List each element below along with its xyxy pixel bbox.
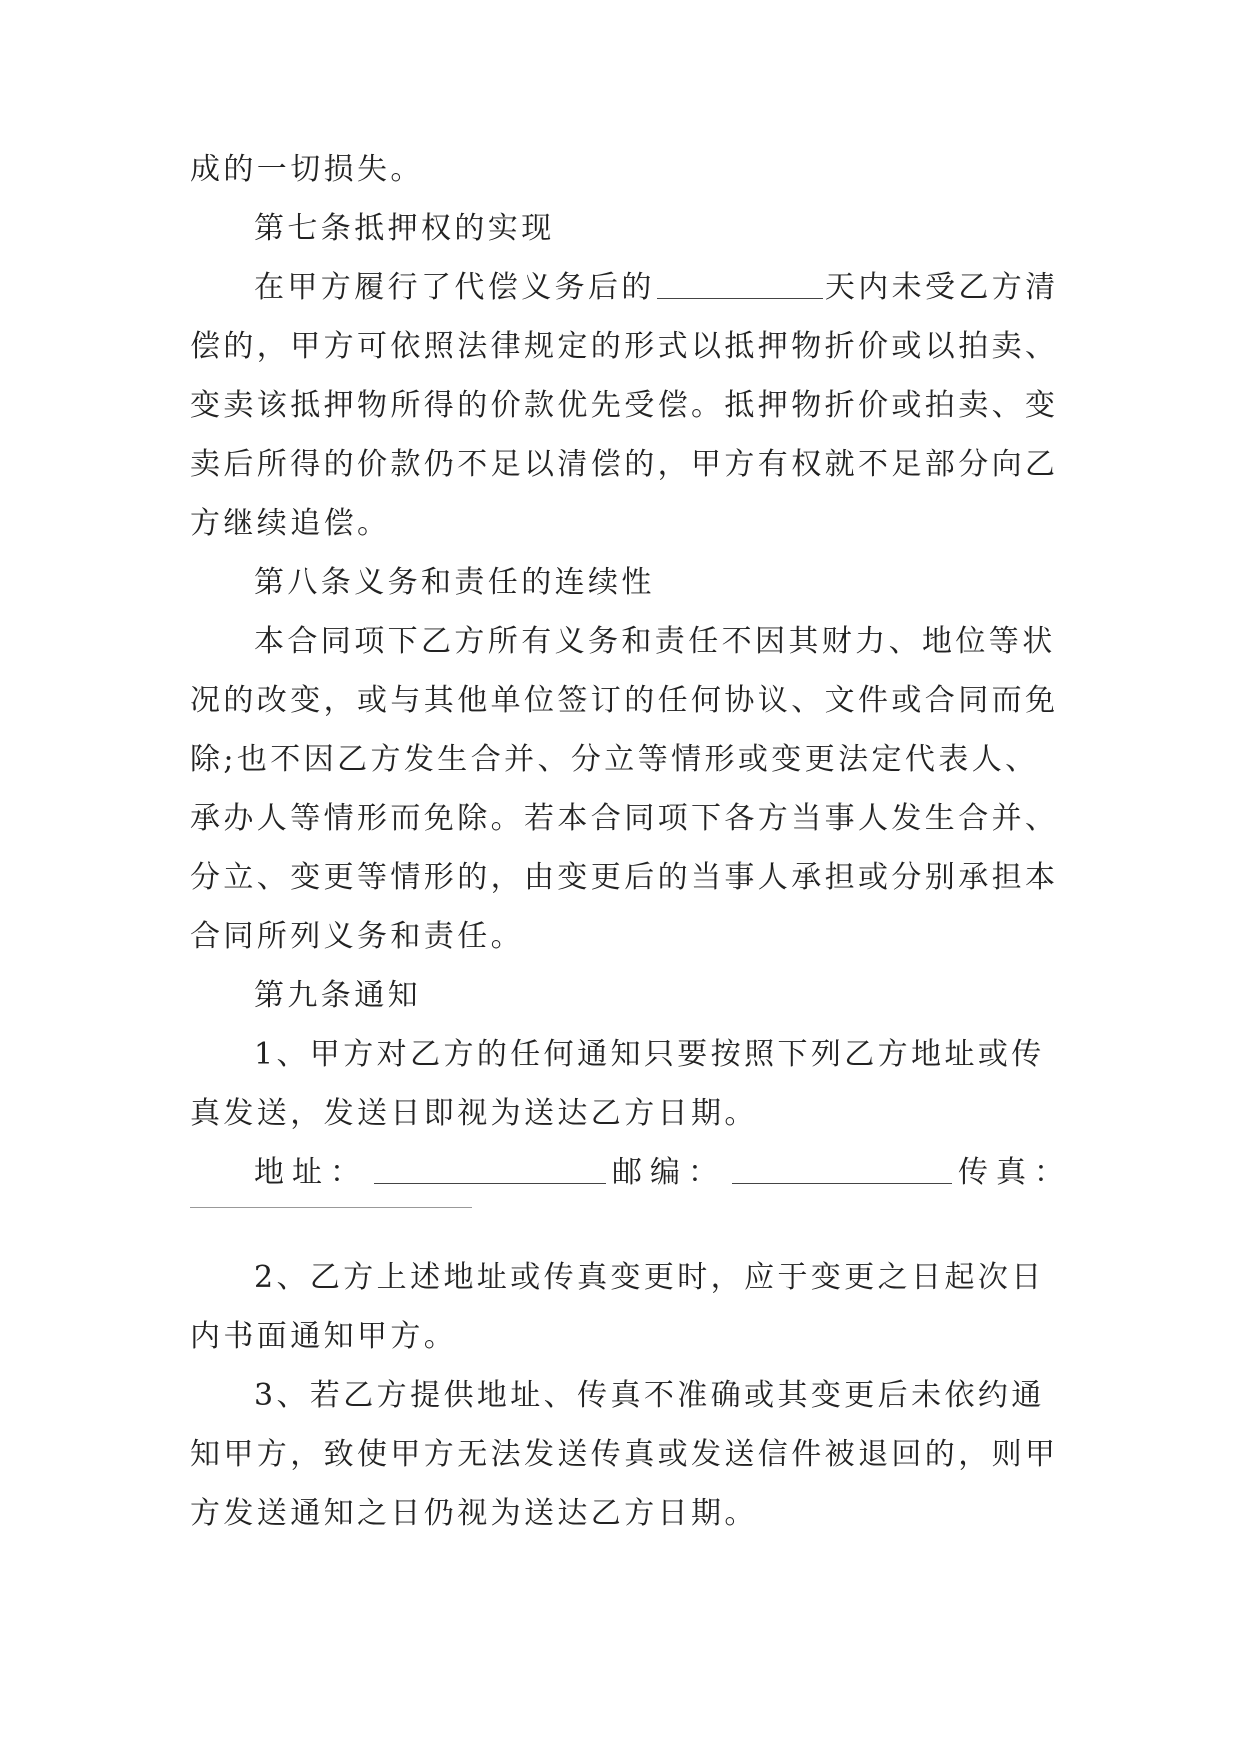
paragraph-line: 本合同项下乙方所有义务和责任不因其财力、地位等状 <box>254 624 1056 659</box>
paragraph-line: 方继续追偿。 <box>190 506 391 541</box>
days-blank <box>657 268 823 299</box>
paragraph-line: 合同所列义务和责任。 <box>190 919 524 954</box>
paragraph-text: 在甲方履行了代偿义务后的 <box>254 270 655 305</box>
paragraph-line: 成的一切损失。 <box>190 152 424 187</box>
address-blank <box>374 1153 606 1184</box>
paragraph-line: 除;也不因乙方发生合并、分立等情形或变更法定代表人、 <box>190 742 1039 777</box>
paragraph-line: 1、甲方对乙方的任何通知只要按照下列乙方地址或传 <box>254 1037 1045 1072</box>
article-9-heading: 第九条通知 <box>254 978 421 1013</box>
address-label: 地址： <box>254 1155 368 1190</box>
paragraph-line: 3、若乙方提供地址、传真不准确或其变更后未依约通 <box>254 1378 1045 1413</box>
paragraph-line <box>190 258 1060 317</box>
paragraph-line: 知甲方，致使甲方无法发送传真或发送信件被退回的，则甲 <box>190 1437 1059 1472</box>
article-8-heading: 第八条义务和责任的连续性 <box>254 565 655 600</box>
paragraph-line: 真发送，发送日即视为送达乙方日期。 <box>190 1096 758 1131</box>
document-page <box>190 140 1072 1543</box>
paragraph-line: 承办人等情形而免除。若本合同项下各方当事人发生合并、 <box>190 801 1059 836</box>
paragraph-line: 况的改变，或与其他单位签订的任何协议、文件或合同而免 <box>190 683 1059 718</box>
paragraph-text: 天内未受乙方清 <box>824 270 1059 305</box>
fax-label: 传真： <box>958 1155 1072 1190</box>
paragraph-line: 2、乙方上述地址或传真变更时，应于变更之日起次日 <box>254 1260 1045 1295</box>
article-7-heading: 第七条抵押权的实现 <box>254 211 555 246</box>
paragraph-line: 偿的，甲方可依照法律规定的形式以抵押物折价或以拍卖、 <box>190 329 1059 364</box>
paragraph-line: 变卖该抵押物所得的价款优先受偿。抵押物折价或拍卖、变 <box>190 388 1059 423</box>
paragraph-line: 卖后所得的价款仍不足以清偿的，甲方有权就不足部分向乙 <box>190 447 1059 482</box>
spacer <box>190 1208 1060 1248</box>
paragraph-line: 方发送通知之日仍视为送达乙方日期。 <box>190 1496 758 1531</box>
paragraph-line: 分立、变更等情形的，由变更后的当事人承担或分别承担本 <box>190 860 1059 895</box>
zipcode-blank <box>732 1153 952 1184</box>
zipcode-label: 邮编： <box>612 1155 726 1190</box>
contact-fields-line <box>190 1143 1072 1202</box>
paragraph-line: 内书面通知甲方。 <box>190 1319 458 1354</box>
